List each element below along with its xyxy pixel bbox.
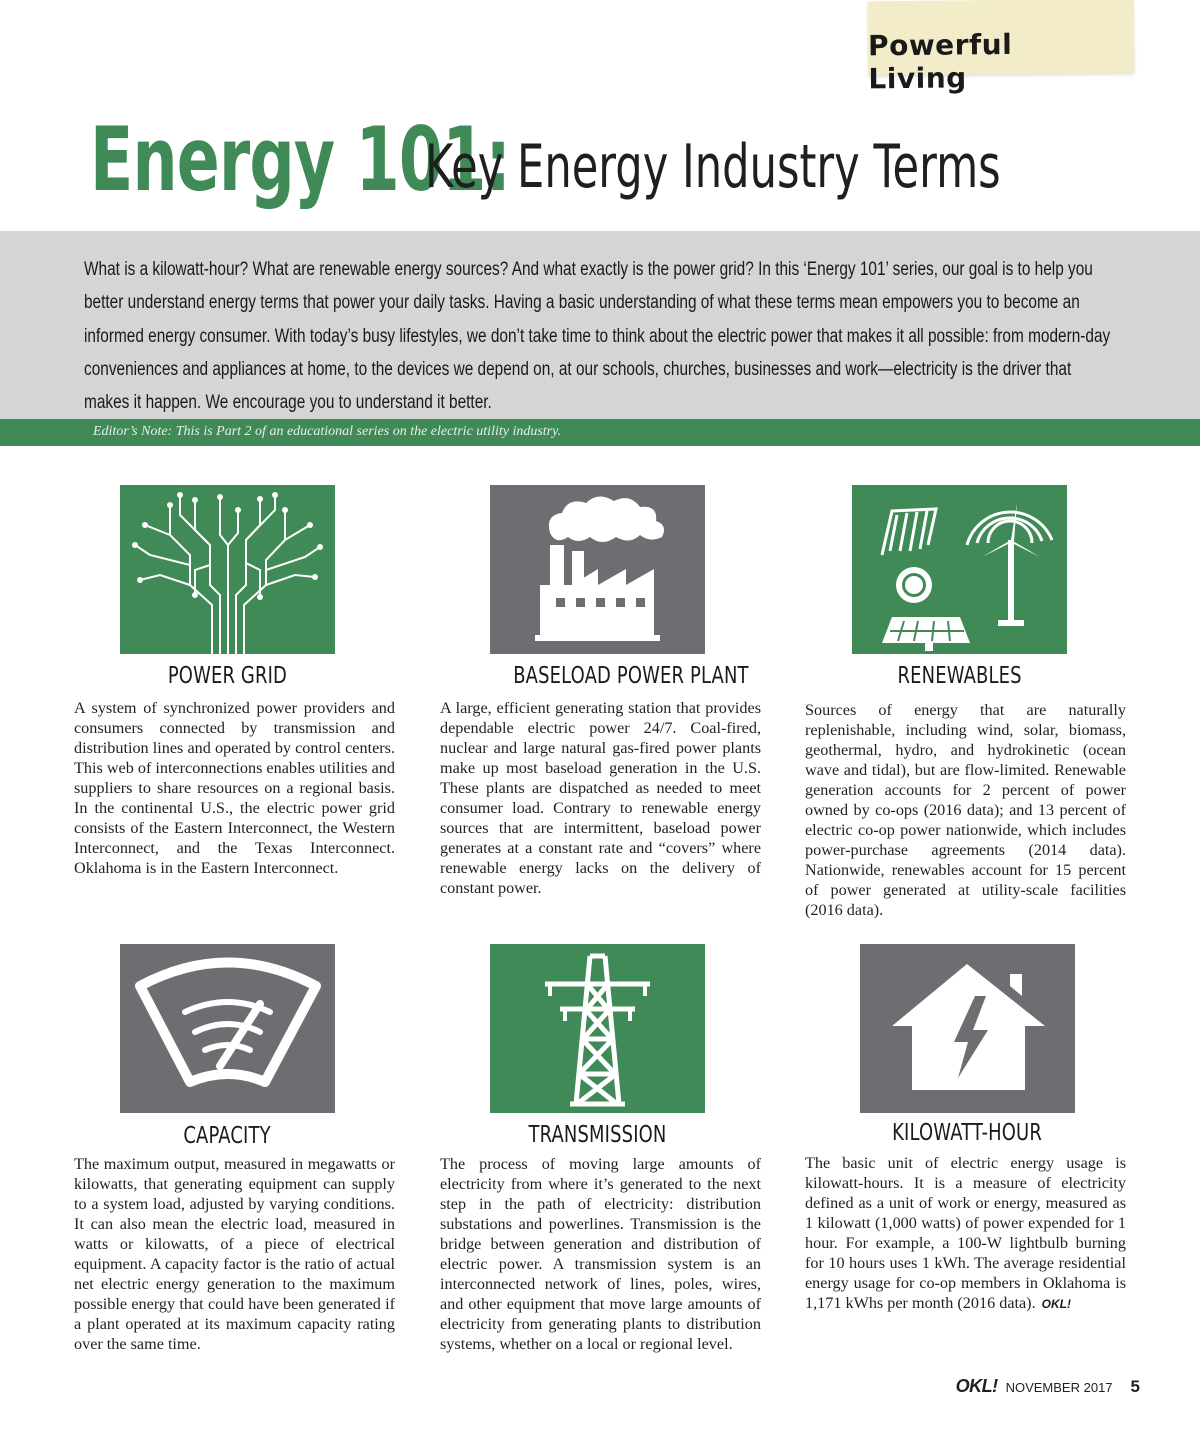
term-body: A system of synchronized power providers and consumers connected by transmission and distribution lines and operated by control centers. This web of interconnections enables utilities and suppliers to share resources on a regional basis. In the continental U.S., the electric power grid consists of the Eastern Interconnect, the Western Interconnect, and the Texas Interconnect. Oklahoma is in the Eastern Interconnect. xyxy=(74,699,395,877)
term-body-text: The basic unit of electric energy usage is kilowatt-hours. It is a measure of electricity defined as a unit of work or energy, measured as 1 kilowatt (1,000 watts) of power expended for 1 hour. For example, a 100-W lightbulb burning for 10 hours uses 1 kWh. The average residential energy usage for co-op members in Oklahoma is 1,171 kWhs per month (2016 data). xyxy=(805,1154,1126,1312)
editor-note-bar xyxy=(0,419,1200,446)
title-light: Key Energy Industry Terms xyxy=(425,132,1001,202)
section-label: Powerful Living xyxy=(867,27,1013,96)
term-heading: KILOWATT-HOUR xyxy=(892,1120,1043,1146)
house-lightning-icon xyxy=(860,944,1075,1113)
intro-panel xyxy=(0,231,1200,419)
footer-issue: NOVEMBER 2017 xyxy=(1005,1380,1113,1395)
term-body: A large, efficient generating station that provides dependable electric power 24/7. Coal-fired, nuclear and large natural gas-fired power plants make up most baseload generation in the U.S. These plants are dispatched as needed to meet consumer load. Contrary to renewable energy sources that are intermittent, baseload power generates at a constant rate and “covers” where renewable energy lacks on the delivery of constant power. xyxy=(440,699,761,897)
title-bold: Energy 101: xyxy=(90,108,510,211)
section-tab xyxy=(867,0,1135,96)
term-heading: TRANSMISSION xyxy=(528,1122,667,1148)
term-heading: POWER GRID xyxy=(167,663,288,689)
term-heading: BASELOAD POWER PLANT xyxy=(513,663,749,689)
renewables-icon xyxy=(852,485,1067,654)
factory-icon xyxy=(490,485,705,654)
term-heading: RENEWABLES xyxy=(897,663,1022,689)
transmission-tower-icon xyxy=(490,944,705,1113)
term-body: Sources of energy that are naturally replenishable, including wind, solar, biomass, geothermal, hydro, and hydrokinetic (ocean wave and tidal), but are flow-limited. Renewable generation accounts for 2 percent of power owned by co-ops (2016 data); and 13 percent of electric co-op power nationwide, which includes power-purchase agreements (2014 data). Nationwide, renewables account for 15 percent of power generated at utility-scale facilities (2016 data). xyxy=(805,701,1126,919)
intro-text: What is a kilowatt-hour? What are renewable energy sources? And what exactly is the power grid? In this ‘Energy 101’ series, our goal is to help you better understand energy terms that power your daily tasks. Having a basic understanding of what these terms mean empowers you to become an informed energy consumer. With today’s busy lifestyles, we don’t take time to think about the electric power that makes it all possible: from modern-day conveniences and appliances at home, to the devices we depend on, at our schools, churches, businesses and work—electricity is the driver that makes it happen. We encourage you to understand it better. xyxy=(84,259,1111,414)
term-heading: CAPACITY xyxy=(183,1123,272,1149)
term-body: The process of moving large amounts of electricity from where it’s generated to the next step in the path of electricity: distribution substations and powerlines. Transmission is the bridge between generation and distribution of electric power. A transmission system is an interconnected network of lines, poles, wires, and other equipment that move large amounts of electricity from generating plants to distribution systems, whether on a local or regional level. xyxy=(440,1155,761,1353)
editor-note: Editor’s Note: This is Part 2 of an educational series on the electric utility industry. xyxy=(93,424,562,439)
gauge-icon xyxy=(120,944,335,1113)
footer-logo: OKL! xyxy=(955,1376,998,1396)
term-body: The maximum output, measured in megawatts or kilowatts, that generating equipment can supply to a system load, adjusted by varying conditions. It can also mean the electric load, measured in watts or kilowatts, of a piece of electrical equipment. A capacity factor is the ratio of actual net electric energy generation to the maximum possible energy that could have been generated if a plant operated at its maximum capacity rating over the same time. xyxy=(74,1155,395,1353)
page-title xyxy=(90,108,1001,211)
page-number: 5 xyxy=(1130,1377,1140,1396)
circuit-tree-icon xyxy=(120,485,335,654)
term-body xyxy=(805,1153,1126,1314)
page-footer xyxy=(956,1376,1140,1397)
end-mark-logo: OKL! xyxy=(1041,1297,1071,1311)
